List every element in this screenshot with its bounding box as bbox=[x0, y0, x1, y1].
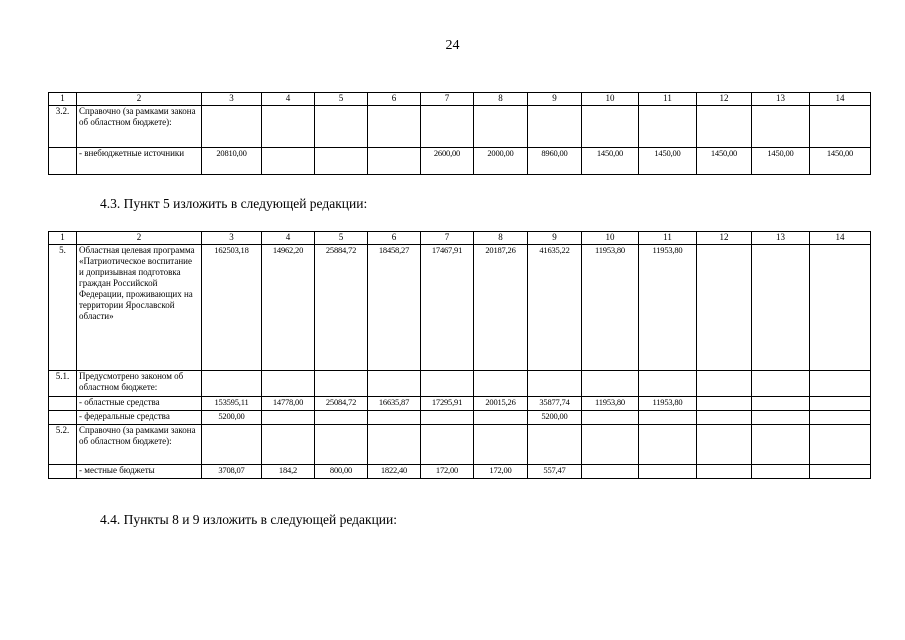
value-cell bbox=[474, 425, 528, 465]
value-cell bbox=[368, 106, 421, 148]
value-cell bbox=[528, 425, 582, 465]
row-label-cell: - областные средства bbox=[77, 397, 202, 411]
budget-table-section-3 bbox=[48, 92, 871, 175]
value-cell bbox=[810, 397, 871, 411]
column-number-cell: 10 bbox=[582, 93, 639, 106]
value-cell bbox=[582, 106, 639, 148]
value-cell bbox=[810, 465, 871, 479]
column-number-cell: 13 bbox=[752, 232, 810, 245]
column-number-cell: 14 bbox=[810, 93, 871, 106]
value-cell: 172,00 bbox=[474, 465, 528, 479]
value-cell bbox=[474, 371, 528, 397]
value-cell: 25884,72 bbox=[315, 245, 368, 371]
value-cell bbox=[697, 397, 752, 411]
value-cell: 20810,00 bbox=[202, 148, 262, 175]
column-number-cell: 2 bbox=[77, 232, 202, 245]
value-cell: 1450,00 bbox=[582, 148, 639, 175]
value-cell: 2000,00 bbox=[474, 148, 528, 175]
row-number-cell: 5. bbox=[49, 245, 77, 371]
column-number-row bbox=[49, 232, 871, 245]
table-row bbox=[49, 411, 871, 425]
value-cell bbox=[752, 465, 810, 479]
value-cell bbox=[752, 411, 810, 425]
value-cell bbox=[421, 411, 474, 425]
value-cell: 184,2 bbox=[262, 465, 315, 479]
value-cell bbox=[582, 371, 639, 397]
value-cell bbox=[639, 371, 697, 397]
row-label-cell: Предусмотрено законом об областном бюджете: bbox=[77, 371, 202, 397]
row-label-cell: Справочно (за рамками закона об областном бюджете): bbox=[77, 425, 202, 465]
row-label-cell: - федеральные средства bbox=[77, 411, 202, 425]
value-cell bbox=[262, 106, 315, 148]
page-number: 24 bbox=[445, 38, 460, 53]
column-number-cell: 4 bbox=[262, 232, 315, 245]
value-cell: 11953,80 bbox=[639, 245, 697, 371]
value-cell bbox=[368, 425, 421, 465]
value-cell: 172,00 bbox=[421, 465, 474, 479]
value-cell: 1450,00 bbox=[810, 148, 871, 175]
value-cell bbox=[697, 106, 752, 148]
value-cell bbox=[262, 425, 315, 465]
value-cell bbox=[421, 106, 474, 148]
value-cell bbox=[262, 371, 315, 397]
value-cell bbox=[810, 411, 871, 425]
row-number-cell: 5.1. bbox=[49, 371, 77, 397]
value-cell: 17295,91 bbox=[421, 397, 474, 411]
column-number-cell: 13 bbox=[752, 93, 810, 106]
row-number-cell bbox=[49, 148, 77, 175]
column-number-cell: 10 bbox=[582, 232, 639, 245]
value-cell: 5200,00 bbox=[202, 411, 262, 425]
value-cell bbox=[639, 425, 697, 465]
row-label-cell: - внебюджетные источники bbox=[77, 148, 202, 175]
value-cell: 20187,26 bbox=[474, 245, 528, 371]
value-cell bbox=[315, 425, 368, 465]
column-number-cell: 12 bbox=[697, 232, 752, 245]
value-cell: 17467,91 bbox=[421, 245, 474, 371]
value-cell: 14778,00 bbox=[262, 397, 315, 411]
value-cell bbox=[262, 411, 315, 425]
column-number-cell: 1 bbox=[49, 93, 77, 106]
value-cell: 8960,00 bbox=[528, 148, 582, 175]
value-cell bbox=[202, 371, 262, 397]
value-cell bbox=[639, 106, 697, 148]
value-cell bbox=[752, 106, 810, 148]
value-cell bbox=[752, 397, 810, 411]
column-number-cell: 3 bbox=[202, 93, 262, 106]
row-number-cell: 3.2. bbox=[49, 106, 77, 148]
value-cell: 5200,00 bbox=[528, 411, 582, 425]
value-cell bbox=[528, 106, 582, 148]
row-number-cell: 5.2. bbox=[49, 425, 77, 465]
value-cell bbox=[421, 371, 474, 397]
value-cell: 16635,87 bbox=[368, 397, 421, 411]
column-number-cell: 6 bbox=[368, 93, 421, 106]
value-cell: 11953,80 bbox=[639, 397, 697, 411]
value-cell bbox=[582, 411, 639, 425]
value-cell bbox=[810, 245, 871, 371]
value-cell: 162503,18 bbox=[202, 245, 262, 371]
column-number-cell: 8 bbox=[474, 232, 528, 245]
value-cell: 25084,72 bbox=[315, 397, 368, 411]
value-cell bbox=[810, 425, 871, 465]
column-number-cell: 7 bbox=[421, 93, 474, 106]
column-number-cell: 4 bbox=[262, 93, 315, 106]
column-number-cell: 6 bbox=[368, 232, 421, 245]
row-number-cell bbox=[49, 411, 77, 425]
value-cell: 1822,40 bbox=[368, 465, 421, 479]
value-cell bbox=[368, 148, 421, 175]
column-number-cell: 7 bbox=[421, 232, 474, 245]
value-cell bbox=[315, 106, 368, 148]
value-cell bbox=[639, 465, 697, 479]
value-cell: 557,47 bbox=[528, 465, 582, 479]
column-number-cell: 11 bbox=[639, 93, 697, 106]
value-cell: 18458,27 bbox=[368, 245, 421, 371]
value-cell: 3708,07 bbox=[202, 465, 262, 479]
value-cell bbox=[582, 465, 639, 479]
value-cell bbox=[474, 411, 528, 425]
table-row bbox=[49, 425, 871, 465]
value-cell bbox=[262, 148, 315, 175]
value-cell bbox=[315, 411, 368, 425]
value-cell: 1450,00 bbox=[697, 148, 752, 175]
value-cell: 35877,74 bbox=[528, 397, 582, 411]
value-cell bbox=[582, 425, 639, 465]
column-number-cell: 14 bbox=[810, 232, 871, 245]
value-cell bbox=[697, 411, 752, 425]
value-cell: 800,00 bbox=[315, 465, 368, 479]
table-row bbox=[49, 371, 871, 397]
column-number-cell: 5 bbox=[315, 232, 368, 245]
column-number-row bbox=[49, 93, 871, 106]
value-cell bbox=[528, 371, 582, 397]
value-cell bbox=[697, 465, 752, 479]
table-row bbox=[49, 106, 871, 148]
value-cell: 1450,00 bbox=[752, 148, 810, 175]
value-cell bbox=[368, 411, 421, 425]
value-cell bbox=[474, 106, 528, 148]
value-cell: 14962,20 bbox=[262, 245, 315, 371]
row-label-cell: Областная целевая программа «Патриотическое воспитание и допризывная подготовка граждан Российской Федерации, проживающих на территории Ярославской области» bbox=[77, 245, 202, 371]
column-number-cell: 2 bbox=[77, 93, 202, 106]
table-row bbox=[49, 465, 871, 479]
value-cell bbox=[202, 106, 262, 148]
value-cell: 11953,80 bbox=[582, 397, 639, 411]
row-label-cell: - местные бюджеты bbox=[77, 465, 202, 479]
value-cell bbox=[368, 371, 421, 397]
column-number-cell: 9 bbox=[528, 232, 582, 245]
table-row bbox=[49, 148, 871, 175]
value-cell bbox=[697, 425, 752, 465]
value-cell: 20015,26 bbox=[474, 397, 528, 411]
column-number-cell: 11 bbox=[639, 232, 697, 245]
value-cell bbox=[810, 106, 871, 148]
paragraph-item-4-3: 4.3. Пункт 5 изложить в следующей редакции: bbox=[100, 196, 368, 211]
table-row bbox=[49, 245, 871, 371]
value-cell: 2600,00 bbox=[421, 148, 474, 175]
value-cell bbox=[202, 425, 262, 465]
column-number-cell: 3 bbox=[202, 232, 262, 245]
column-number-cell: 5 bbox=[315, 93, 368, 106]
value-cell bbox=[752, 425, 810, 465]
column-number-cell: 12 bbox=[697, 93, 752, 106]
row-number-cell bbox=[49, 397, 77, 411]
table-row bbox=[49, 397, 871, 411]
column-number-cell: 8 bbox=[474, 93, 528, 106]
value-cell bbox=[697, 245, 752, 371]
column-number-cell: 1 bbox=[49, 232, 77, 245]
value-cell bbox=[810, 371, 871, 397]
value-cell: 1450,00 bbox=[639, 148, 697, 175]
value-cell: 11953,80 bbox=[582, 245, 639, 371]
value-cell bbox=[315, 371, 368, 397]
row-number-cell bbox=[49, 465, 77, 479]
value-cell bbox=[421, 425, 474, 465]
paragraph-item-4-4: 4.4. Пункты 8 и 9 изложить в следующей редакции: bbox=[100, 512, 398, 527]
value-cell bbox=[697, 371, 752, 397]
value-cell bbox=[752, 371, 810, 397]
row-label-cell: Справочно (за рамками закона об областном бюджете): bbox=[77, 106, 202, 148]
column-number-cell: 9 bbox=[528, 93, 582, 106]
value-cell bbox=[315, 148, 368, 175]
value-cell bbox=[639, 411, 697, 425]
value-cell: 41635,22 bbox=[528, 245, 582, 371]
value-cell: 153595,11 bbox=[202, 397, 262, 411]
value-cell bbox=[752, 245, 810, 371]
budget-table-section-5 bbox=[48, 231, 871, 479]
